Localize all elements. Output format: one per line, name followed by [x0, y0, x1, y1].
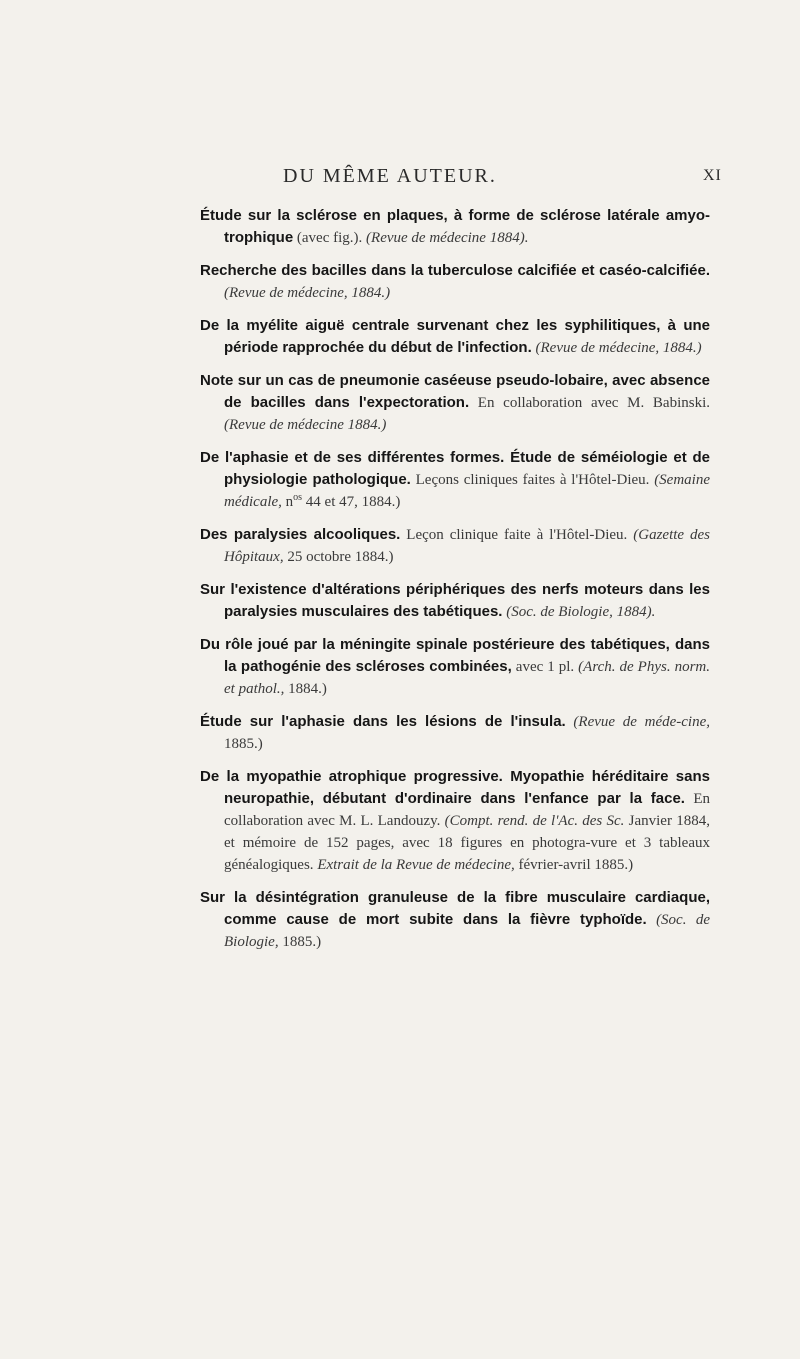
page-number: XI — [703, 167, 722, 184]
entry-source: (Revue de médecine, 1884.) — [224, 285, 391, 301]
entry-detail: (avec fig.). — [293, 230, 367, 246]
bibliography-entry — [200, 634, 710, 700]
entry-detail: En collaboration avec M. L. Landouzy. — [224, 791, 710, 829]
entry-source: (Soc. de Biologie, — [224, 912, 711, 950]
entry-title: Sur l'existence d'altérations périphériques des nerfs moteurs dans les paralysies musculaires des tabétiques. — [200, 581, 710, 620]
entry-detail: 1885.) — [224, 736, 263, 752]
bibliography-entry — [200, 766, 710, 876]
entry-title: Recherche des bacilles dans la tuberculose calcifiée et caséo-calcifiée. — [200, 262, 710, 279]
bibliography-entry — [200, 205, 710, 249]
entry-title: De l'aphasie et de ses différentes formes. Étude de séméiologie et de physiologie pathologique. — [200, 449, 710, 488]
entry-detail: février-avril 1885.) — [514, 857, 634, 873]
running-title: DU MÊME AUTEUR. — [283, 165, 497, 187]
entry-title: Du rôle joué par la méningite spinale postérieure des tabétiques, dans la pathogénie des scléroses combinées, — [200, 636, 710, 675]
entry-detail: 44 et 47, 1884.) — [302, 494, 401, 510]
entry-detail: Leçon clinique faite à l'Hôtel-Dieu. — [400, 527, 634, 543]
running-head — [0, 165, 800, 189]
entry-source: (Revue de médecine, 1884.) — [535, 340, 702, 356]
entry-source: (Compt. rend. de l'Ac. des Sc. — [444, 813, 625, 829]
entry-source: (Gazette des Hôpitaux, — [224, 527, 711, 565]
entry-title: Des paralysies alcooliques. — [200, 526, 401, 543]
entry-source: (Revue de méde-cine, — [573, 714, 710, 730]
entry-source: (Revue de médecine 1884). — [366, 230, 529, 246]
entry-detail: 25 octobre 1884.) — [283, 549, 394, 565]
bibliography-entry — [200, 711, 710, 755]
bibliography-entry — [200, 524, 710, 568]
entry-detail: En collaboration avec M. Babinski. — [469, 395, 710, 411]
bibliography-entry — [200, 887, 710, 953]
entry-detail: n — [281, 494, 294, 510]
entry-source: Extrait de la Revue de médecine, — [317, 857, 515, 873]
entry-detail: 1885.) — [278, 934, 322, 950]
bibliography-list — [200, 205, 710, 964]
entry-superscript: os — [293, 492, 303, 503]
entry-source: (Arch. de Phys. norm. et pathol., — [224, 659, 710, 697]
entry-detail — [647, 912, 656, 928]
bibliography-entry — [200, 579, 710, 623]
entry-title: Étude sur l'aphasie dans les lésions de l'insula. — [200, 713, 566, 730]
entry-source: (Revue de médecine 1884.) — [224, 417, 387, 433]
entry-title: Sur la désintégration granuleuse de la fibre musculaire cardiaque, comme cause de mort subite dans la fièvre typhoïde. — [200, 889, 710, 928]
entry-detail: Janvier 1884, et mémoire de 152 pages, avec 18 figures en photogra-vure et 3 tableaux généalogiques. — [224, 813, 710, 873]
entry-title: Étude sur la sclérose en plaques, à forme de sclérose latérale amyo-trophique — [200, 207, 710, 246]
entry-title: De la myélite aiguë centrale survenant chez les syphilitiques, à une période rapprochée du début de l'infection. — [200, 317, 710, 356]
bibliography-entry — [200, 370, 710, 436]
entry-detail: avec 1 pl. — [511, 659, 579, 675]
bibliography-entry — [200, 315, 710, 359]
entry-title: De la myopathie atrophique progressive. Myopathie héréditaire sans neuropathie, débutant d'ordinaire dans l'enfance par la face. — [200, 768, 710, 807]
entry-title: Note sur un cas de pneumonie caséeuse pseudo-lobaire, avec absence de bacilles dans l'expectoration. — [200, 372, 710, 411]
bibliography-entry — [200, 260, 710, 304]
entry-detail: Leçons cliniques faites à l'Hôtel-Dieu. — [410, 472, 655, 488]
entry-source: (Soc. de Biologie, 1884). — [506, 604, 656, 620]
entry-detail: 1884.) — [284, 681, 327, 697]
bibliography-entry — [200, 447, 710, 513]
entry-source: (Semaine médicale, — [224, 472, 710, 510]
